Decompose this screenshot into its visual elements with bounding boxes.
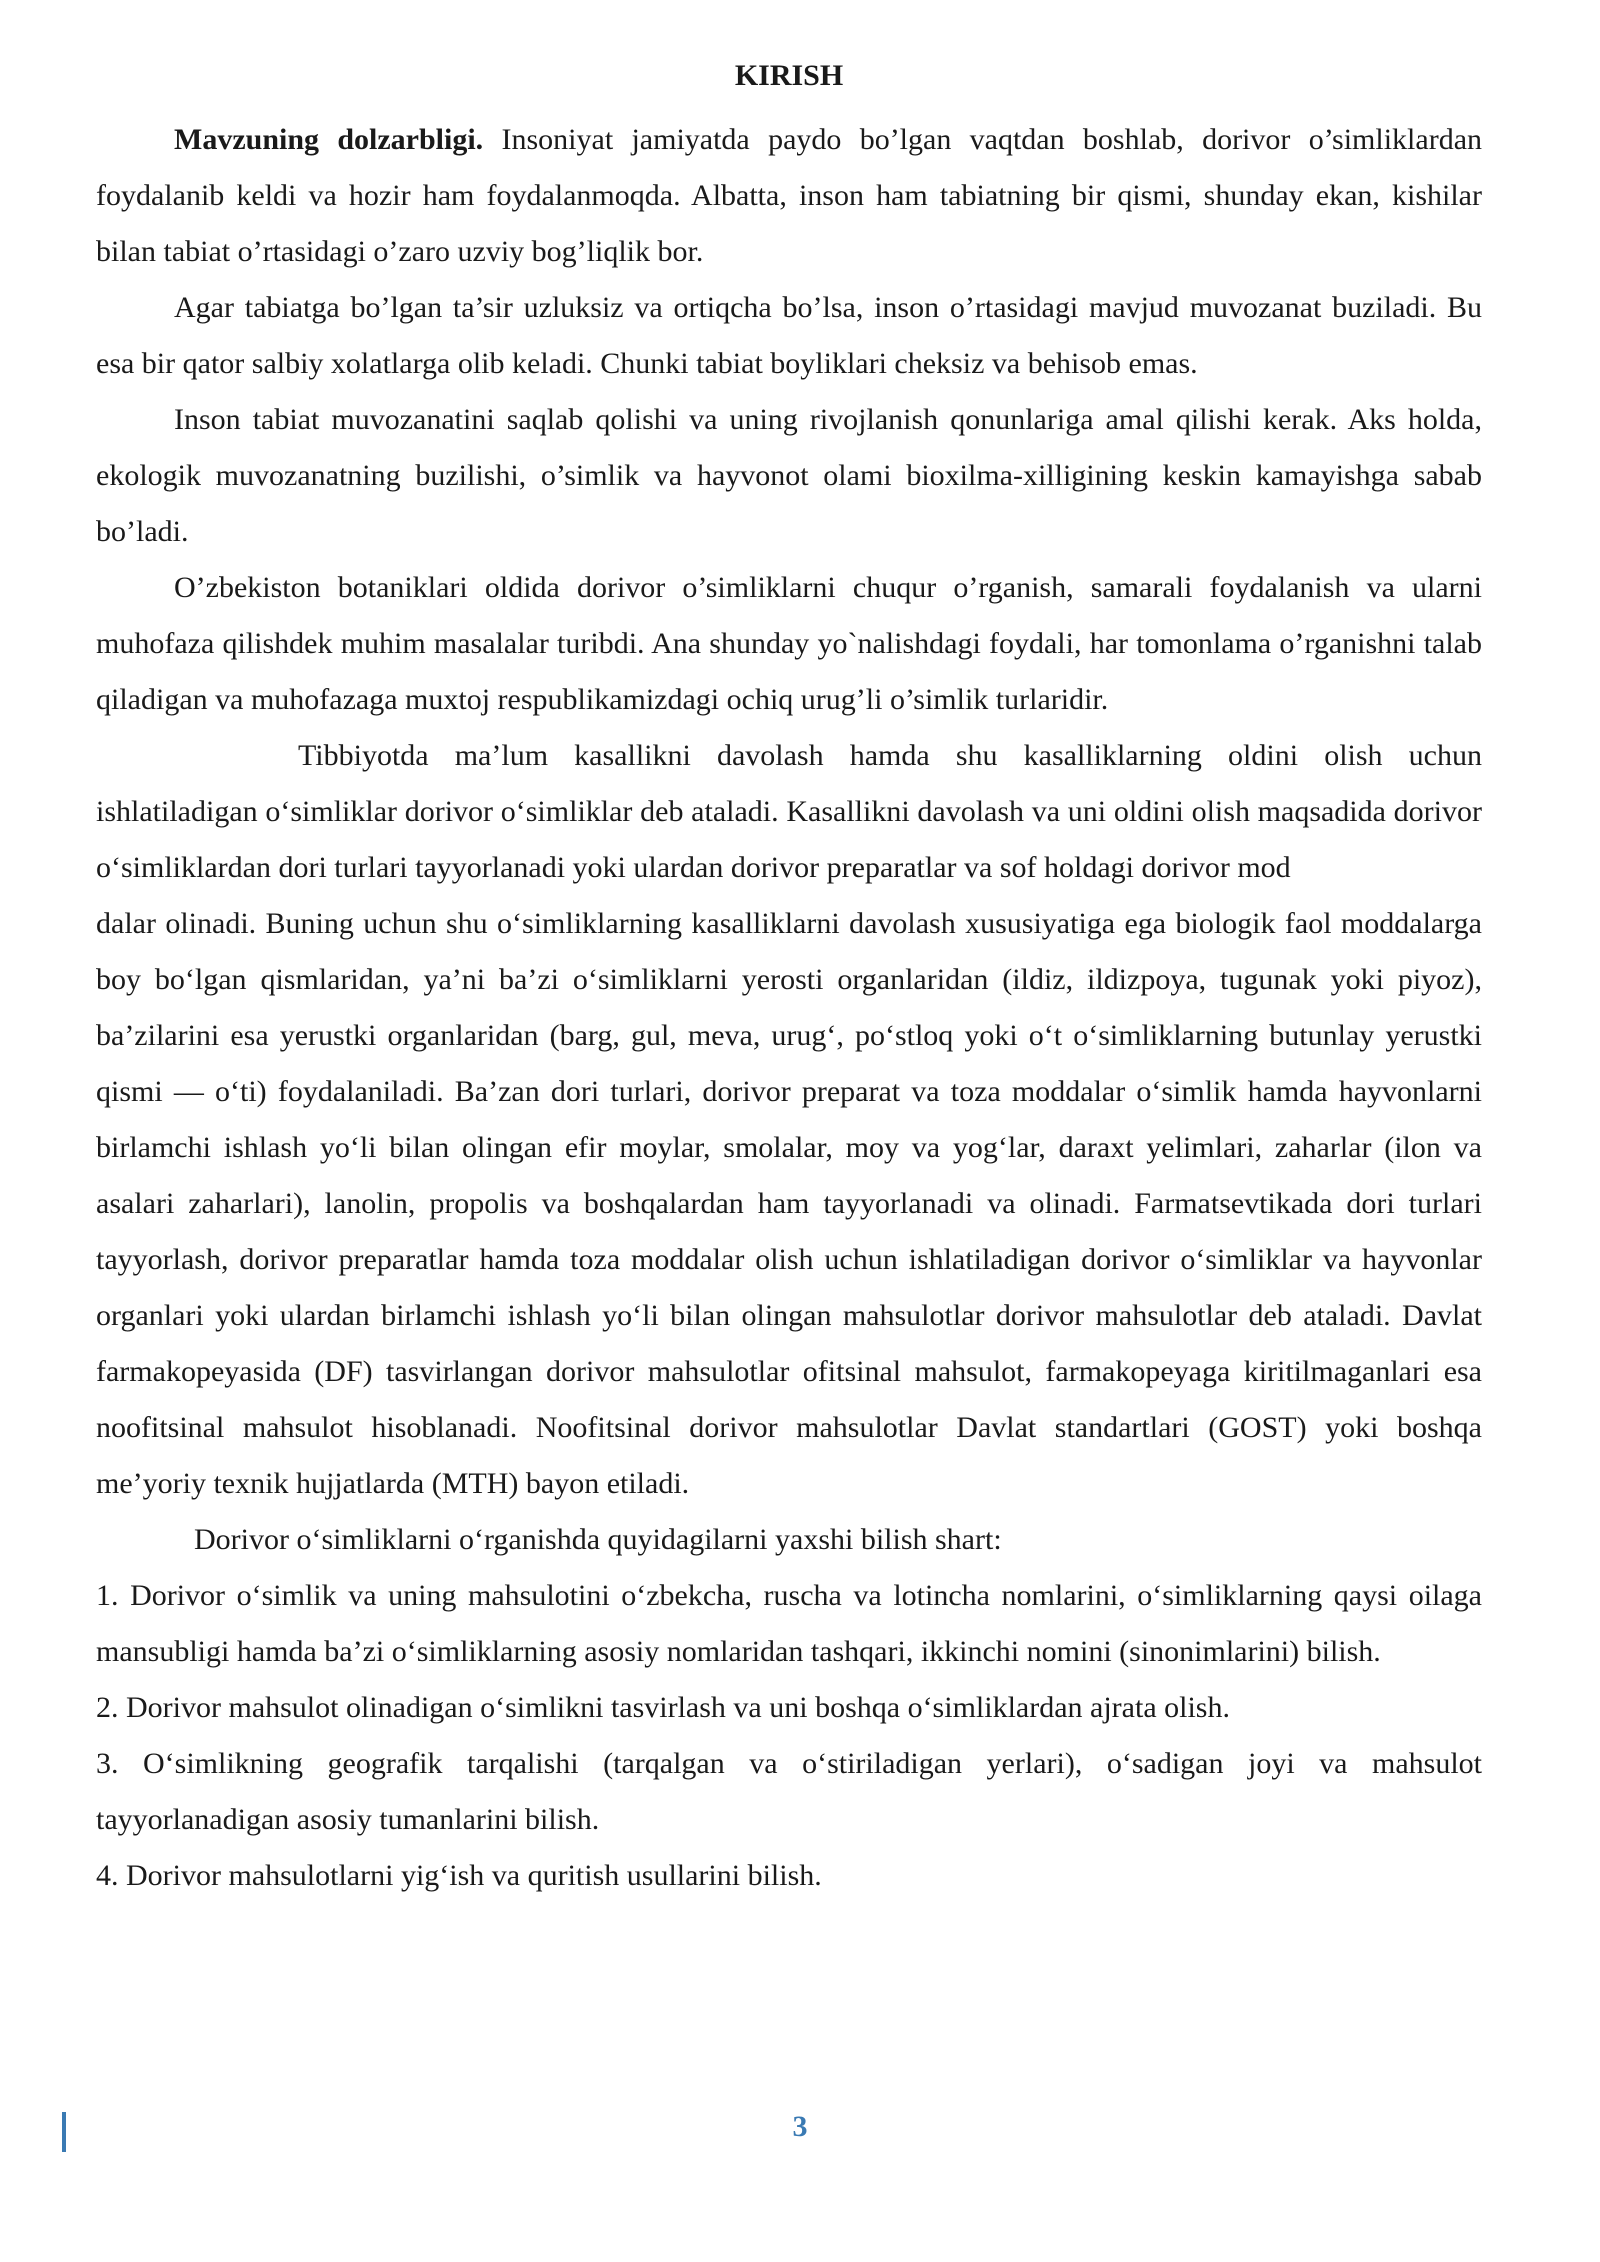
list-item-1: 1. Dorivor oʻsimlik va uning mahsulotini oʻzbekcha, ruscha va lotincha nomlarini, oʻsimliklarning qaysi oilaga mansubligi hamda ba’zi oʻsimliklarning asosiy nomlaridan tashqari, ikkinchi nomini (sinonimlarini) bilish.	[96, 1579, 1482, 1668]
document-page	[96, 56, 1482, 1904]
intro-text: Insoniyat jamiyatda paydo bo’lgan vaqtdan boshlab, dorivor o’simliklardan foydalanib keldi va hozir ham foydalanmoqda. Albatta, inson ham tabiatning bir qismi, shunday ekan, kishilar bilan tabiat o’rtasidagi o’zaro uzviy bog’liqlik bor.	[96, 123, 1483, 268]
paragraph-3: O’zbekiston botaniklari oldida dorivor o’simliklarni chuqur o’rganish, samarali foydalanish va ularni muhofaza qilishdek muhim masalalar turibdi. Ana shunday yo`nalishdagi foydali, har tomonlama o’rganishni talab qiladigan va muhofazaga muxtoj respublikamizdagi ochiq urug’li o’simlik turlaridir.	[96, 571, 1482, 716]
intro-paragraph	[96, 112, 1482, 280]
intro-lead: Mavzuning dolzarbligi.	[174, 123, 484, 156]
paragraph-4: Tibbiyotda ma’lum kasallikni davolash hamda shu kasalliklarning oldini olish uchun ishlatiladigan oʻsimliklar dorivor oʻsimliklar deb ataladi. Kasallikni davolash va uni oldini olish maqsadida dorivor oʻsimliklardan dori turlari tayyorlanadi yoki ulardan dorivor preparatlar va sof holdagi dorivor mod	[96, 739, 1482, 884]
paragraph-1: Agar tabiatga bo’lgan ta’sir uzluksiz va ortiqcha bo’lsa, inson o’rtasidagi mavjud muvozanat buziladi. Bu esa bir qator salbiy xolatlarga olib keladi. Chunki tabiat boyliklari cheksiz va behisob emas.	[96, 291, 1482, 380]
list-item-4: 4. Dorivor mahsulotlarni yigʻish va quritish usullarini bilish.	[96, 1859, 822, 1892]
page-number: 3	[792, 2110, 808, 2143]
list-item-2: 2. Dorivor mahsulot olinadigan oʻsimlikni tasvirlash va uni boshqa oʻsimliklardan ajrata olish.	[96, 1691, 1230, 1724]
list-item-3: 3. Oʻsimlikning geografik tarqalishi (tarqalgan va oʻstiriladigan yerlari), oʻsadigan joyi va mahsulot tayyorlanadigan asosiy tumanlarini bilish.	[96, 1747, 1482, 1836]
paragraph-5: dalar olinadi. Buning uchun shu oʻsimliklarning kasalliklarni davolash xususiyatiga ega biologik faol moddalarga boy boʻlgan qismlaridan, ya’ni ba’zi oʻsimliklarni yerosti organlaridan (ildiz, ildizpoya, tugunak yoki piyoz), ba’zilarini esa yerustki organlaridan (barg, gul, meva, urugʻ, poʻstloq yoki oʻt oʻsimliklarning butunlay yerustki qismi — oʻti) foydalaniladi. Ba’zan dori turlari, dorivor preparat va toza moddalar oʻsimlik hamda hayvonlarni birlamchi ishlash yoʻli bilan olingan efir moylar, smolalar, moy va yogʻlar, daraxt yelimlari, zaharlar (ilon va asalari zaharlari), lanolin, propolis va boshqalardan ham tayyorlanadi va olinadi. Farmatsevtikada dori turlari tayyorlash, dorivor preparatlar hamda toza moddalar olish uchun ishlatiladigan dorivor oʻsimliklar va hayvonlar organlari yoki ulardan birlamchi ishlash yoʻli bilan olingan mahsulotlar dorivor mahsulotlar deb ataladi. Davlat farmakopeyasida (DF) tasvirlangan dorivor mahsulotlar ofitsinal mahsulot, farmakopeyaga kiritilmaganlari esa noofitsinal mahsulot hisoblanadi. Noofitsinal dorivor mahsulotlar Davlat standartlari (GOST) yoki boshqa me’yoriy texnik hujjatlarda (MTH) bayon etiladi.	[96, 907, 1482, 1500]
paragraph-6: Dorivor oʻsimliklarni oʻrganishda quyidagilarni yaxshi bilish shart:	[194, 1523, 1002, 1556]
paragraph-2: Inson tabiat muvozanatini saqlab qolishi va uning rivojlanish qonunlariga amal qilishi kerak. Aks holda, ekologik muvozanatning buzilishi, o’simlik va hayvonot olami bioxilma-xilligining keskin kamayishga sabab bo’ladi.	[96, 403, 1482, 548]
section-title: KIRISH	[734, 59, 844, 92]
